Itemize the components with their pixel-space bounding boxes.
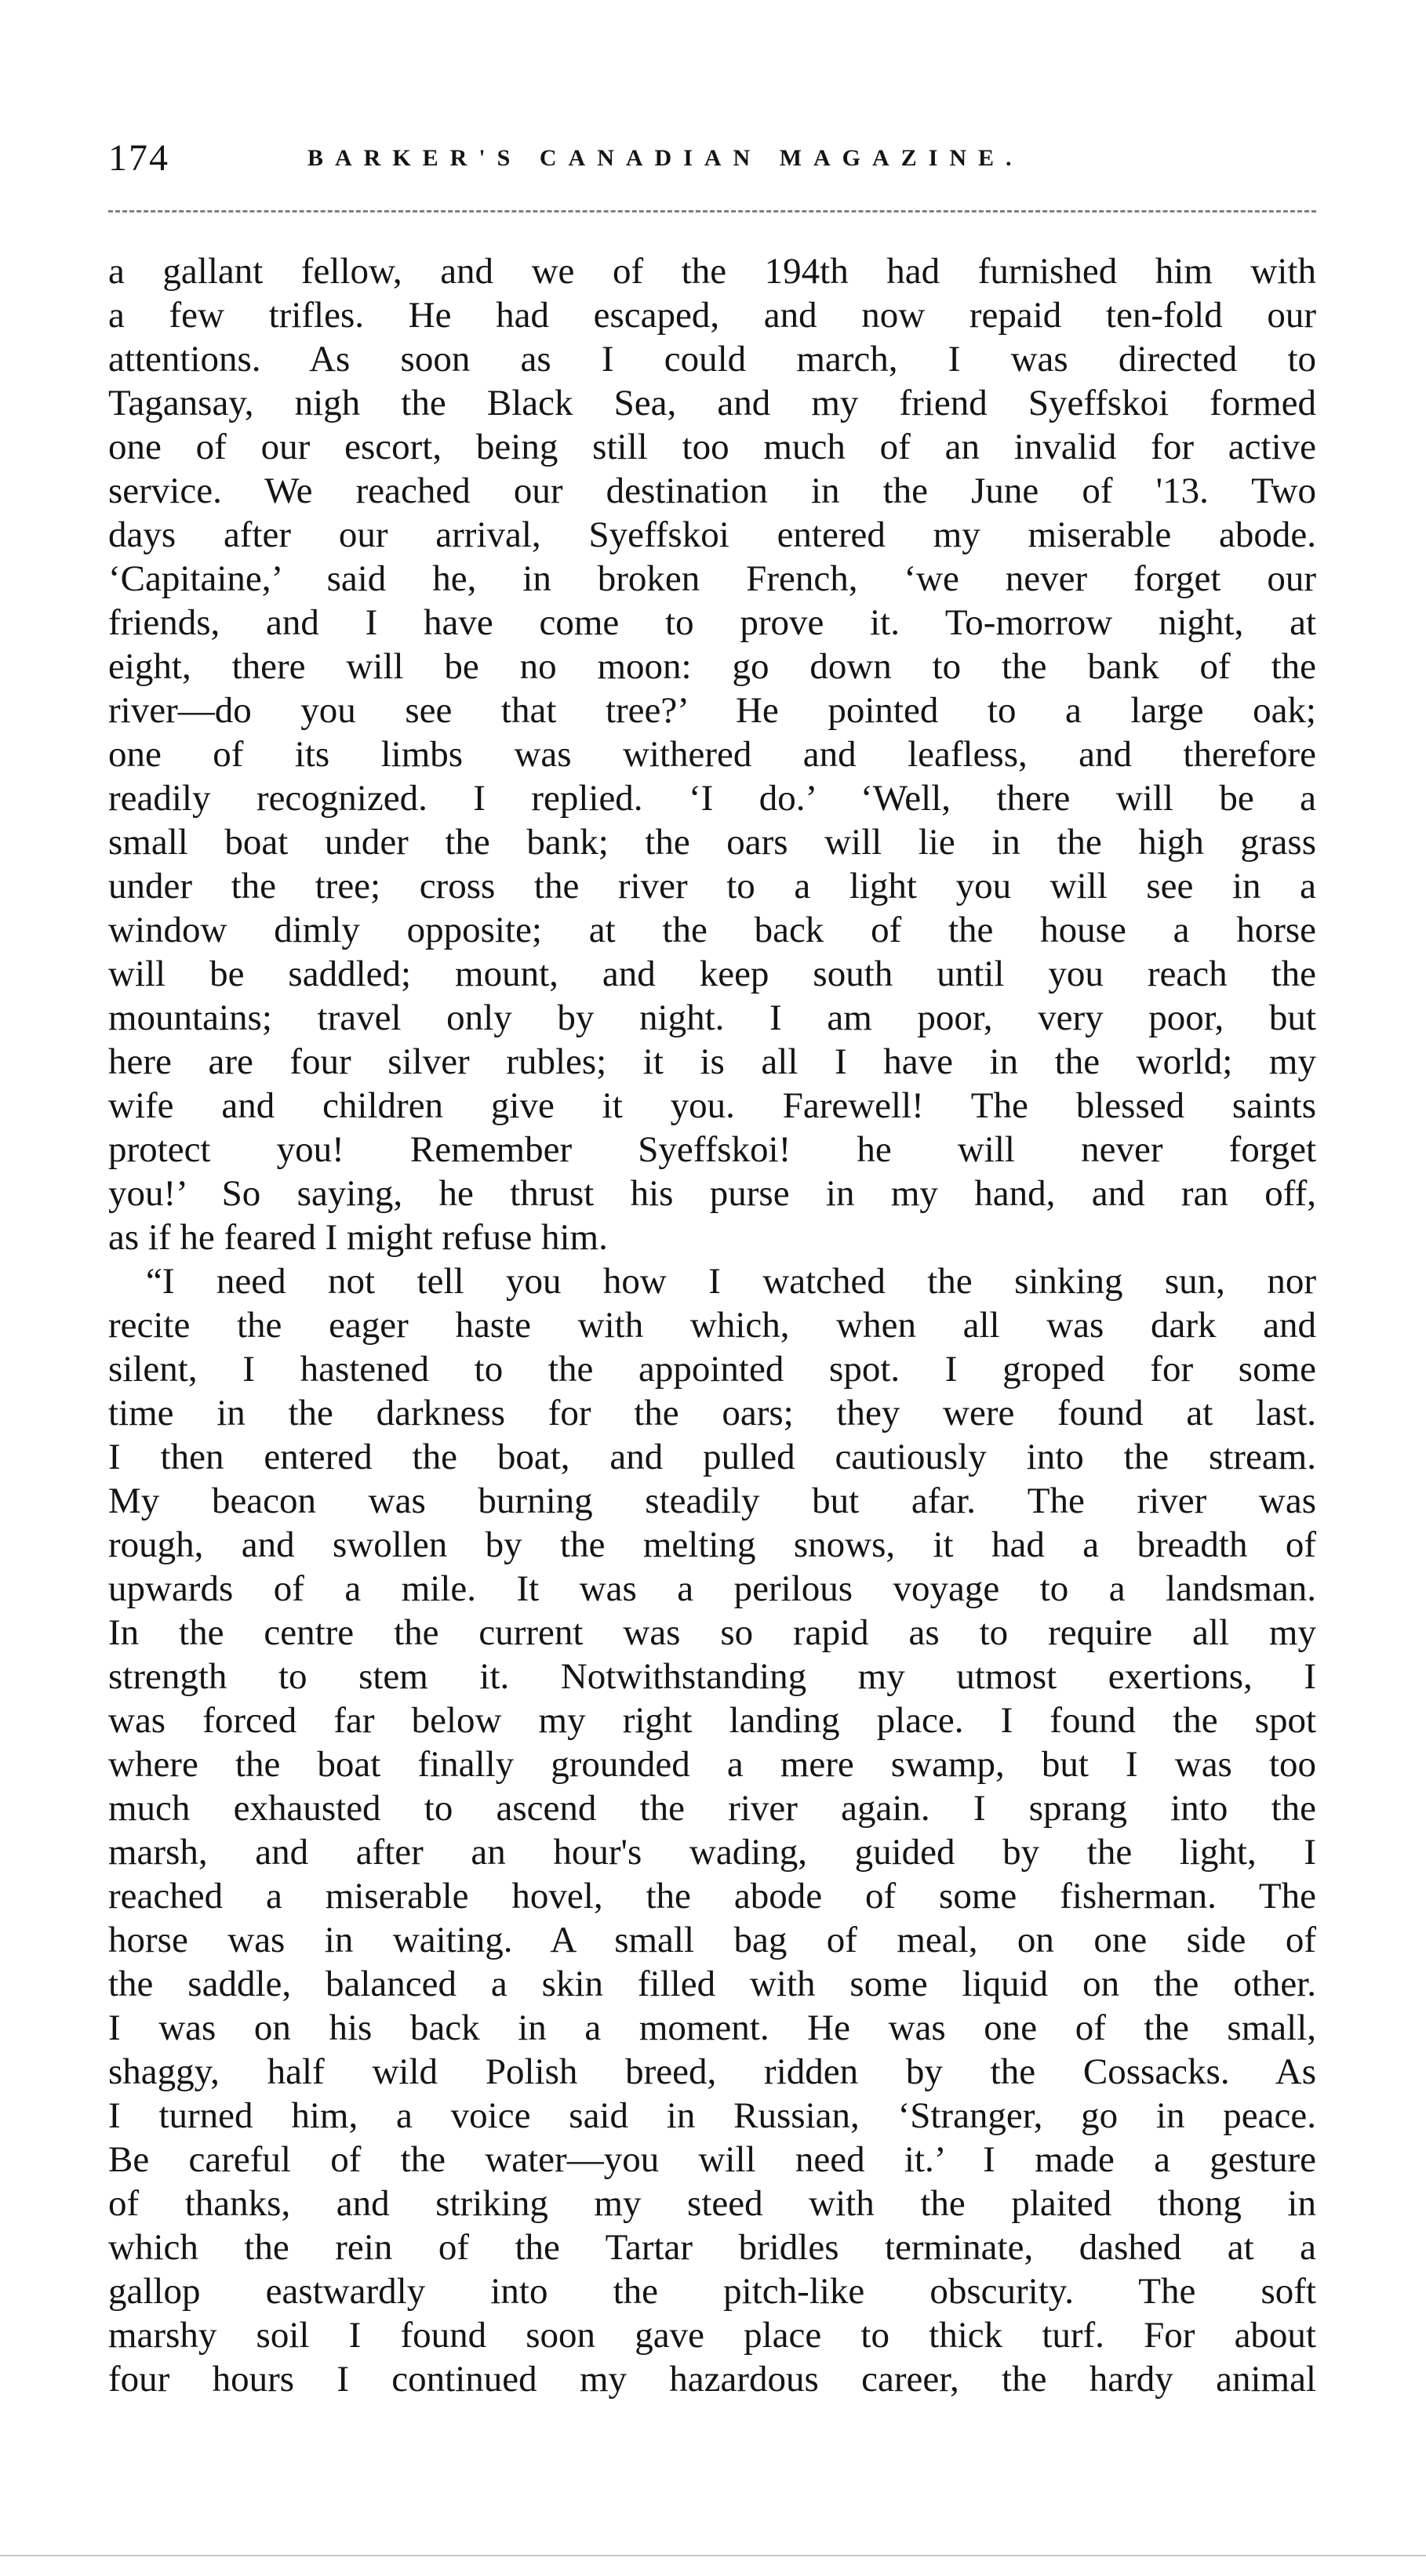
- text-line: friends, and I have come to prove it. To-morrow night, at: [108, 602, 1316, 643]
- text-line: a few trifles. He had escaped, and now repaid ten-fold our: [108, 295, 1316, 336]
- running-title: BARKER'S CANADIAN MAGAZINE.: [307, 145, 1024, 171]
- page-number: 174: [108, 137, 169, 179]
- text-line: wife and children give it you. Farewell! The blessed saints: [108, 1085, 1316, 1126]
- page-edge: [0, 2555, 1426, 2556]
- text-line: service. We reached our destination in the June of '13. Two: [108, 471, 1316, 511]
- text-line: “I need not tell you how I watched the sinking sun, nor: [146, 1261, 1316, 1302]
- text-line: window dimly opposite; at the back of the house a horse: [108, 910, 1316, 950]
- text-line: horse was in waiting. A small bag of meal, on one side of: [108, 1920, 1316, 1960]
- text-line: attentions. As soon as I could march, I was directed to: [108, 339, 1316, 380]
- text-line: I then entered the boat, and pulled cautiously into the stream.: [108, 1437, 1316, 1477]
- text-line: gallop eastwardly into the pitch-like obscurity. The soft: [108, 2271, 1316, 2312]
- text-line: strength to stem it. Notwithstanding my utmost exertions, I: [108, 1656, 1316, 1697]
- text-line: here are four silver rubles; it is all I have in the world; my: [108, 1041, 1316, 1082]
- text-line: reached a miserable hovel, the abode of some fisherman. The: [108, 1876, 1316, 1917]
- text-line: much exhausted to ascend the river again. I sprang into the: [108, 1788, 1316, 1829]
- paragraph: [108, 249, 1316, 1259]
- page-header: [108, 135, 1316, 182]
- text-line: mountains; travel only by night. I am poor, very poor, but: [108, 997, 1316, 1038]
- text-line: readily recognized. I replied. ‘I do.’ ‘Well, there will be a: [108, 778, 1316, 819]
- text-line: My beacon was burning steadily but afar. The river was: [108, 1481, 1316, 1521]
- text-line: Tagansay, nigh the Black Sea, and my friend Syeffskoi formed: [108, 383, 1316, 423]
- text-line: one of its limbs was withered and leafless, and therefore: [108, 734, 1316, 775]
- text-line: river—do you see that tree?’ He pointed to a large oak;: [108, 690, 1316, 731]
- text-line: In the centre the current was so rapid as to require all my: [108, 1612, 1316, 1653]
- text-line: the saddle, balanced a skin filled with some liquid on the other.: [108, 1964, 1316, 2004]
- text-line: one of our escort, being still too much of an invalid for active: [108, 427, 1316, 467]
- text-line: silent, I hastened to the appointed spot. I groped for some: [108, 1349, 1316, 1390]
- text-line: will be saddled; mount, and keep south until you reach the: [108, 954, 1316, 994]
- text-line: rough, and swollen by the melting snows, it had a breadth of: [108, 1524, 1316, 1565]
- text-line: small boat under the bank; the oars will lie in the high grass: [108, 822, 1316, 863]
- text-line: ‘Capitaine,’ said he, in broken French, ‘we never forget our: [108, 558, 1316, 599]
- text-line: was forced far below my right landing place. I found the spot: [108, 1700, 1316, 1741]
- text-line: I turned him, a voice said in Russian, ‘Stranger, go in peace.: [108, 2095, 1316, 2136]
- text-line: time in the darkness for the oars; they were found at last.: [108, 1393, 1316, 1433]
- text-line: recite the eager haste with which, when all was dark and: [108, 1305, 1316, 1346]
- text-line: upwards of a mile. It was a perilous voyage to a landsman.: [108, 1568, 1316, 1609]
- text-line: which the rein of the Tartar bridles terminate, dashed at a: [108, 2227, 1316, 2268]
- text-line: a gallant fellow, and we of the 194th had furnished him with: [108, 251, 1316, 292]
- text-line: shaggy, half wild Polish breed, ridden by the Cossacks. As: [108, 2051, 1316, 2092]
- text-line: you!’ So saying, he thrust his purse in my hand, and ran off,: [108, 1173, 1316, 1214]
- text-line: eight, there will be no moon: go down to the bank of the: [108, 646, 1316, 687]
- text-line: marshy soil I found soon gave place to thick turf. For about: [108, 2315, 1316, 2356]
- text-line: Be careful of the water—you will need it.’ I made a gesture: [108, 2139, 1316, 2180]
- text-line: of thanks, and striking my steed with the plaited thong in: [108, 2183, 1316, 2224]
- text-line: protect you! Remember Syeffskoi! he will never forget: [108, 1129, 1316, 1170]
- text-line: as if he feared I might refuse him.: [108, 1217, 608, 1258]
- text-line: under the tree; cross the river to a light you will see in a: [108, 866, 1316, 907]
- text-line: I was on his back in a moment. He was one of the small,: [108, 2007, 1316, 2048]
- text-line: marsh, and after an hour's wading, guided by the light, I: [108, 1832, 1316, 1873]
- text-line: days after our arrival, Syeffskoi entered my miserable abode.: [108, 514, 1316, 555]
- text-line: where the boat finally grounded a mere swamp, but I was too: [108, 1744, 1316, 1785]
- body-text: [108, 249, 1316, 2401]
- header-rule: [108, 210, 1316, 213]
- paragraph: [108, 1259, 1316, 2401]
- text-line: four hours I continued my hazardous career, the hardy animal: [108, 2359, 1316, 2400]
